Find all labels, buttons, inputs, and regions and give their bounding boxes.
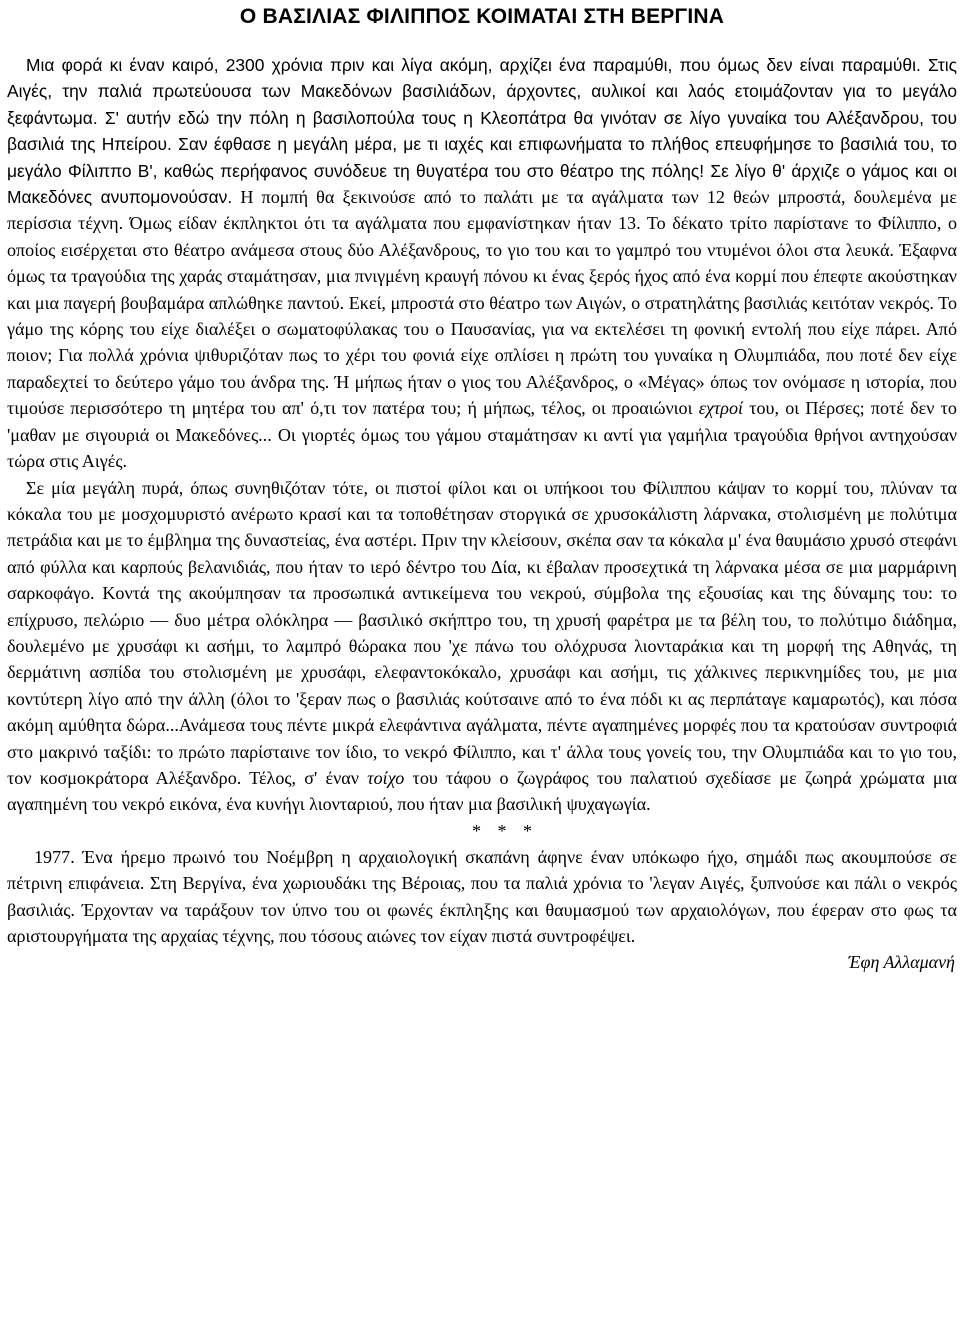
- paragraph-1-text: Η πομπή θα ξεκινούσε από το παλάτι με τα αγάλματα των 12 θεών μπροστά, δουλεμένα με περίσσια τέχνη. Όμως είδαν έκπληκτοι ότι τα αγάλματα που εμφανίστηκαν ήταν 13. Το δέκατο τρίτο παρίστανε το Φίλιππο, ο οποίος εισέρχεται στο θέατρο ανάμεσα στους δύο Αλέξανδρους, το γιο του και το γαμπρό του ντυμένοι όλοι στα λευκά. Έξαφνα όμως τα τραγούδια της χαράς σταμάτησαν, μια πνιγμένη κραυγή πόνου κι ένας ξερός ήχος από ένα κορμί που έπεφτε ακούστηκαν και μια παγερή βουβαμάρα απλώθηκε παντού. Εκεί, μπροστά στο θέατρο των Αιγών, ο στρατηλάτης βασιλιάς κειτόταν νεκρός. Το γάμο της κόρης του είχε διαλέξει ο σωματοφύλακας του ο Παυσανίας, για να εκτελέσει τη φονική εντολή που είχε πάρει. Από ποιον; Για πολλά χρόνια ψιθυριζόταν πως το χέρι του φονιά είχε οπλίσει η πρώτη του γυναίκα η Ολυμπιάδα, που ποτέ δεν είχε παραδεχτεί το δεύτερο γάμο του άνδρα της. Ή μήπως ήταν ο γιος του Αλέξανδρος, ο «Μέγας» όπως τον ονόμασε η ιστορία, που τιμούσε περισσότερο τη μητέρα του απ' ό,τι τον πατέρα του; ή μήπως, τέλος, οι προαιώνιοι: [7, 187, 957, 419]
- paragraph-1-opening: Μια φορά κι έναν καιρό, 2300 χρόνια πριν και λίγα ακόμη, αρχίζει ένα παραμύθι, που όμως δεν είναι παραμύθι. Στις Αιγές, την παλιά πρωτεύουσα των Μακεδόνων βασιλιάδων, άρχοντες, αυλικοί και λαός ετοιμάζονταν για το μεγάλο ξεφάντωμα. Σ' αυτήν εδώ την πόλη η βασιλοπούλα τους η Κλεοπάτρα θα γινόταν σε λίγο γυναίκα του Αλέξανδρου, του βασιλιά της Ηπείρου. Σαν έφθασε η μεγάλη μέρα, με τι ιαχές και επιφωνήματα το πλήθος επευφήμησε το βασιλιά του, το μεγάλο Φίλιππο Β', καθώς περήφανος συνόδευε τη θυγατέρα του στο θέατρο της πόλης! Σε λίγο θ' άρχιζε ο γάμος και οι Μακεδόνες ανυπομονούσαν.: [7, 55, 957, 208]
- paragraph-2: [7, 475, 957, 818]
- section-separator: * * *: [472, 820, 538, 841]
- paragraph-2-text: Σε μία μεγάλη πυρά, όπως συνηθιζόταν τότε, οι πιστοί φίλοι και οι υπήκοοι του Φίλιππου κάψαν το κορμί του, πλύναν τα κόκαλα του με μοσχομυριστό ανέρωτο κρασί και τα τοποθέτησαν στοργικά σε χρυσοκάλιστη λάρνακα, στολισμένη με πολύτιμα πετράδια και με το έμβλημα της δυναστείας, ένα αστέρι. Πριν την κλείσουν, σκέπα σαν τα κόκαλα μ' ένα θαυμάσιο χρυσό στεφάνι από φύλλα και καρπούς βελανιδιάς, που ήταν το ιερό δέντρο του Δία, κι έβαλαν προσεχτικά τη λάρνακα μέσα σε μια μαρμάρινη σαρκοφάγο. Κοντά της ακούμπησαν τα προσωπικά αντικείμενα του νεκρού, σύμβολα της εξουσίας και της δύναμης του: το επίχρυσο, πελώριο — δυο μέτρα ολόκληρα — βασιλικό σκήπτρο του, τη χρυσή φαρέτρα με τα βέλη του, το πολύτιμο διάδημα, δουλεμένο με χρυσάφι κι ασήμι, το λαμπρό θώρακα που 'χε πάνω του ολόχρυσα λιονταράκια και τη μορφή της Αθηνάς, τη δερμάτινη ασπίδα του στολισμένη με χρυσάφι, ελεφαντοκόκαλο, χρυσάφι και ασήμι, τις χάλκινες περικνημίδες του, με μια κοντύτερη λίγο από την άλλη (όλοι το 'ξεραν πως ο βασιλιάς κούτσαινε από το ένα πόδι κι ας περπάταγε καμαρωτός), και πόσα ακόμη αμύθητα δώρα...Ανάμεσα τους πέντε μικρά ελεφάντινα αγάλματα, πέντε αγαπημένες μορφές που τα κρατούσαν συντροφιά στο μακρινό ταξίδι: το πρώτο παρίσταινε τον ίδιο, το νεκρό Φίλιππο, και τ' άλλα τους γονείς του, την Ολυμπιάδα και το γιο του, τον κοσμοκράτορα Αλέξανδρο. Τέλος, σ' έναν: [7, 477, 957, 788]
- paragraph-3: 1977. Ένα ήρεμο πρωινό του Νοέμβρη η αρχαιολογική σκαπάνη άφηνε έναν υπόκωφο ήχο, σημάδι πως ακουμπούσε σε πέτρινη επιφάνεια. Στη Βεργίνα, ένα χωριουδάκι της Βέροιας, που τα παλιά χρόνια το 'λεγαν Αιγές, ξυπνούσε και πάλι ο νεκρός βασιλιάς. Έρχονταν να ταράξουν τον ύπνο του οι φωνές έκπληξης και θαυμασμού των αρχαιολόγων, που έφεραν στο φως τα αριστουργήματα της αρχαίας τέχνης, που τόσους αιώνες τον είχαν πιστά συντροφέψει.: [7, 846, 957, 946]
- paragraph-2-ending: του τάφου ο ζωγράφος του παλατιού σχεδίασε με ζωηρά χρώματα μια αγαπημένη του νεκρό εικόνα, ένα κυνήγι λιονταριού, που ήταν μια βασιλική ψυχαγωγία.: [7, 767, 957, 815]
- italic-word: τοίχο: [367, 767, 405, 788]
- paragraph-1: [7, 52, 957, 475]
- article-body: [7, 52, 957, 975]
- page-title: Ο ΒΑΣΙΛΙΑΣ ΦΙΛΙΠΠΟΣ ΚΟΙΜΑΤΑΙ ΣΤΗ ΒΕΡΓΙΝΑ: [239, 5, 725, 28]
- author-signature: Έφη Αλλαμανή: [848, 952, 955, 973]
- italic-word: εχτροί: [698, 398, 744, 419]
- paragraph-1-ending: του, οι Πέρσες; ποτέ δεν το 'μαθαν με σιγουριά οι Μακεδόνες... Οι γιορτές όμως του γάμου σταμάτησαν κι αντί για γαμήλια τραγούδια θρήνοι αντηχούσαν τώρα στις Αιγές.: [7, 398, 957, 472]
